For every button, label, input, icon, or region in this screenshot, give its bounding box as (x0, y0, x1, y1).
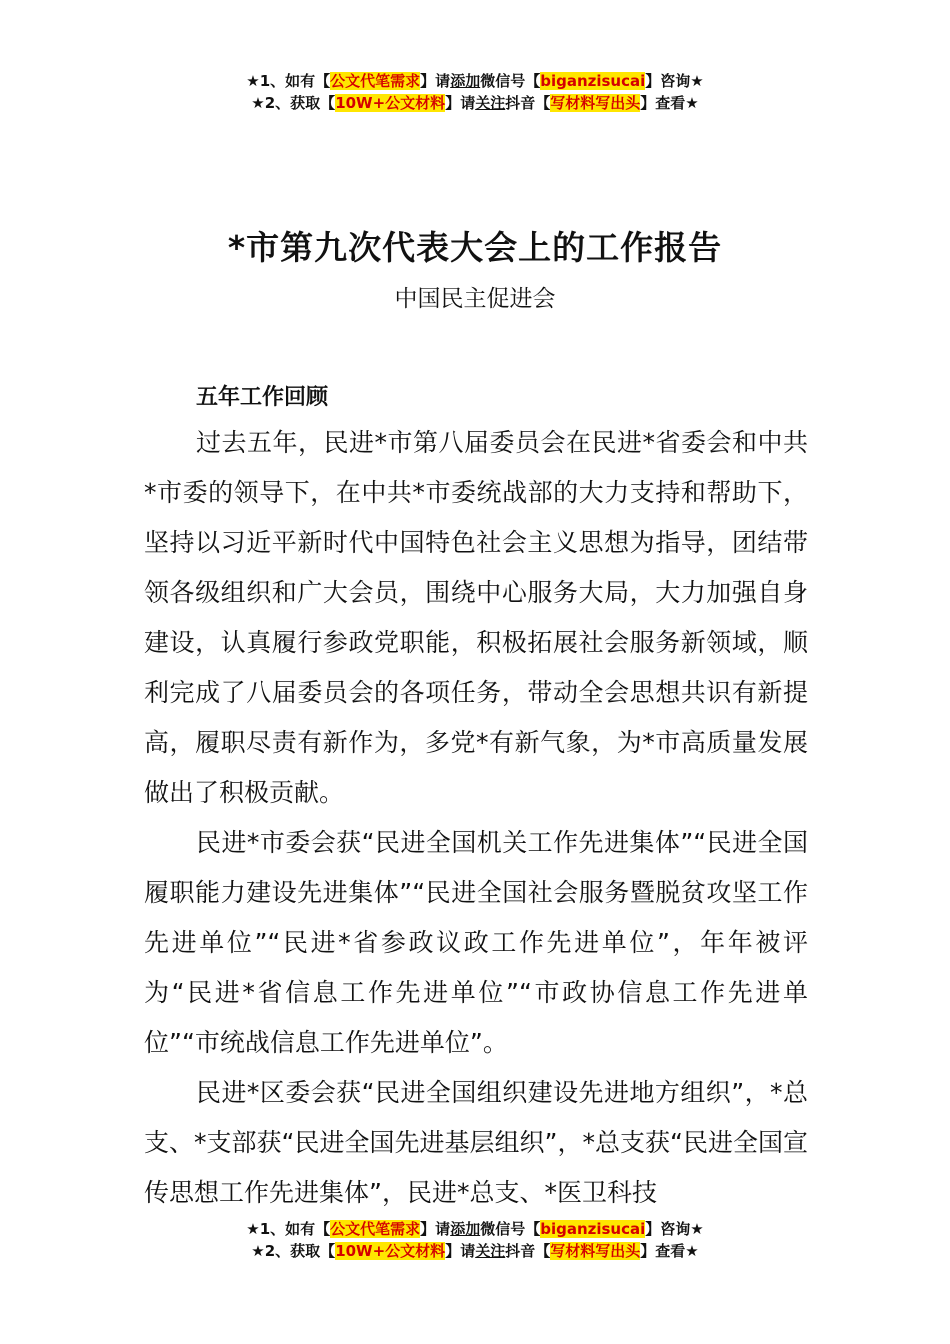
promo-text: ★1、如有【 (246, 1220, 331, 1238)
promo-highlight: 10W+公文材料 (335, 1242, 446, 1260)
promo-underline: 关注 (475, 1242, 506, 1260)
promo-text: ★2、获取【 (251, 94, 336, 112)
promo-text: 】查看★ (640, 1242, 699, 1260)
promo-highlight: 写材料写出头 (550, 1242, 641, 1260)
promo-text: 微信号【 (480, 1220, 541, 1238)
promo-highlight: biganzisucai (540, 72, 646, 90)
document-title: *市第九次代表大会上的工作报告 (227, 228, 723, 267)
promo-text: 抖音【 (505, 1242, 551, 1260)
promo-banner-bottom (0, 1218, 950, 1262)
promo-underline: 关注 (475, 94, 506, 112)
promo-highlight: biganzisucai (540, 1220, 646, 1238)
promo-highlight: 公文代笔需求 (330, 72, 421, 90)
promo-text: ★1、如有【 (246, 72, 331, 90)
paragraph: 民进*市委会获“民进全国机关工作先进集体”“民进全国履职能力建设先进集体”“民进全国社会服务暨脱贫攻坚工作先进单位”“民进*省参政议政工作先进单位”，年年被评为“民进*省信息工作先进单位”“市政协信息工作先进单位”“市统战信息工作先进单位”。 (144, 828, 808, 1057)
promo-text: 】咨询★ (645, 72, 704, 90)
promo-text: 抖音【 (505, 94, 551, 112)
promo-banner-top (0, 70, 950, 114)
promo-text: 】请 (445, 94, 476, 112)
paragraph: 民进*区委会获“民进全国组织建设先进地方组织”，*总支、*支部获“民进全国先进基层组织”，*总支获“民进全国宣传思想工作先进集体”，民进*总支、*医卫科技 (144, 1078, 808, 1207)
document-body (144, 418, 808, 1218)
document-subtitle: 中国民主促进会 (394, 286, 556, 312)
promo-text: 】请 (420, 1220, 451, 1238)
promo-underline: 添加 (450, 72, 481, 90)
promo-text: 】请 (420, 72, 451, 90)
promo-line-1 (0, 70, 950, 92)
promo-text: ★2、获取【 (251, 1242, 336, 1260)
promo-text: 】咨询★ (645, 1220, 704, 1238)
promo-highlight: 10W+公文材料 (335, 94, 446, 112)
promo-highlight: 公文代笔需求 (330, 1220, 421, 1238)
promo-underline: 添加 (450, 1220, 481, 1238)
promo-line-2 (0, 1240, 950, 1262)
promo-line-1 (0, 1218, 950, 1240)
promo-text: 】请 (445, 1242, 476, 1260)
promo-text: 微信号【 (480, 72, 541, 90)
promo-line-2 (0, 92, 950, 114)
promo-text: 】查看★ (640, 94, 699, 112)
promo-highlight: 写材料写出头 (550, 94, 641, 112)
section-heading: 五年工作回顾 (196, 385, 329, 410)
paragraph: 过去五年，民进*市第八届委员会在民进*省委会和中共*市委的领导下，在中共*市委统战部的大力支持和帮助下，坚持以习近平新时代中国特色社会主义思想为指导，团结带领各级组织和广大会员，围绕中心服务大局，大力加强自身建设，认真履行参政党职能，积极拓展社会服务新领域，顺利完成了八届委员会的各项任务，带动全会思想共识有新提高，履职尽责有新作为，多党*有新气象，为*市高质量发展做出了积极贡献。 (144, 428, 808, 807)
